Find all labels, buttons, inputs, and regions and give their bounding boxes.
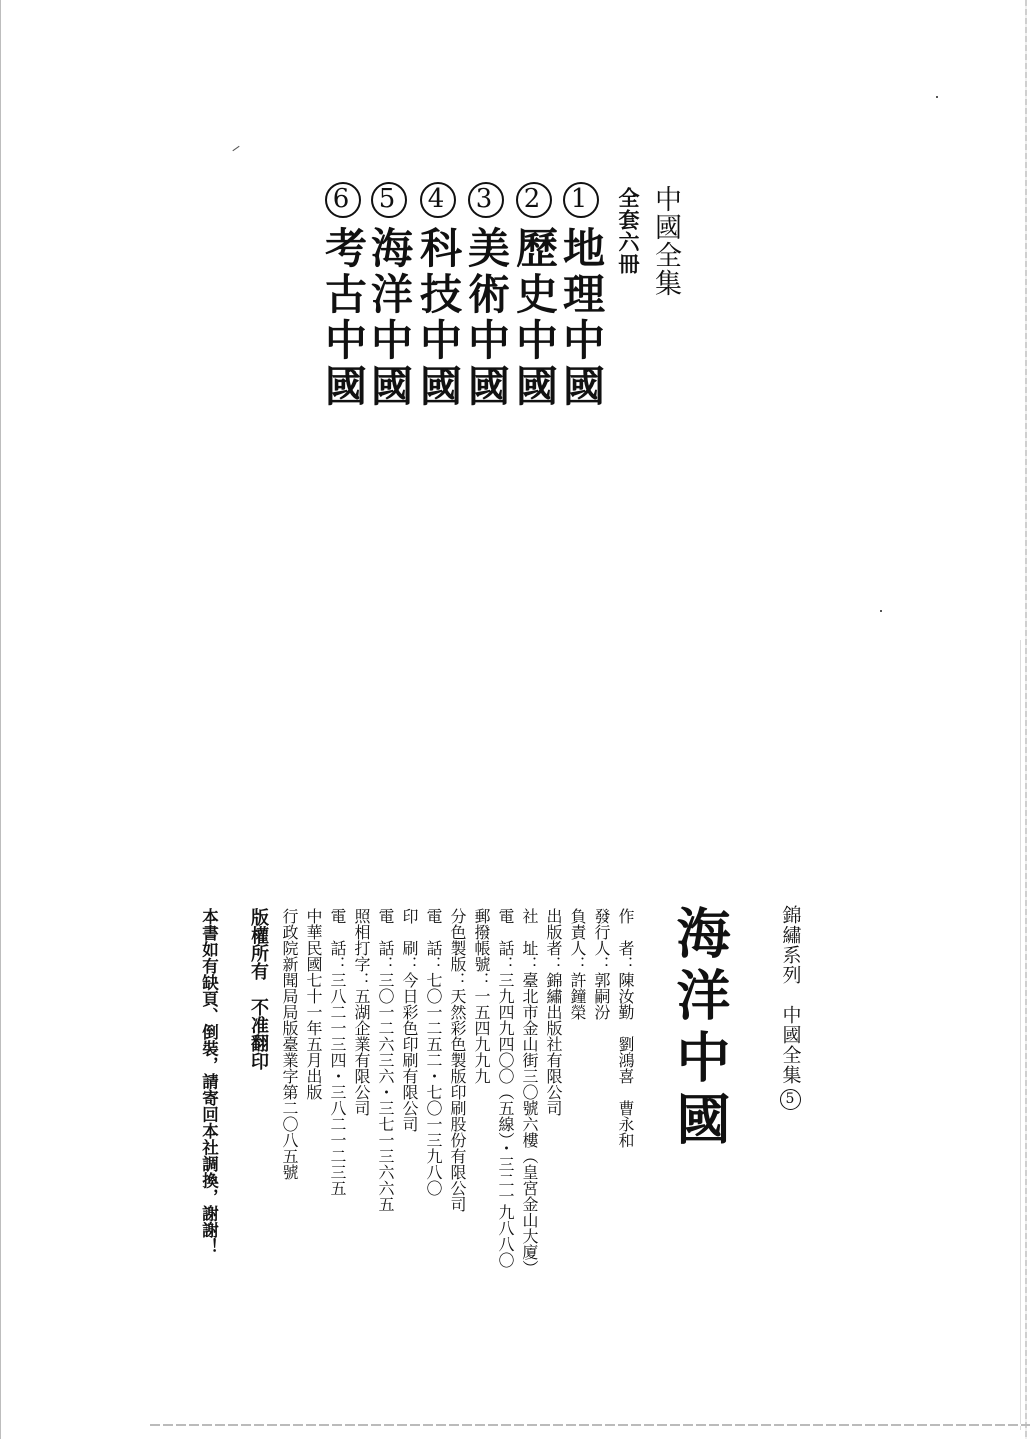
credit-publisher: 出版者：錦繡出版社有限公司 <box>544 908 563 1116</box>
book-title-text: 考古中國 <box>319 226 368 410</box>
scan-speck <box>232 146 239 151</box>
book-title-6 <box>319 182 368 410</box>
publisher-address: 社 址：臺北市金山街三〇號六樓（皇宮金山大廈） <box>520 908 539 1276</box>
book-title-text: 歷史中國 <box>510 226 559 410</box>
volume-number-5: 5 <box>371 182 407 218</box>
publication-date: 中華民國七十一年五月出版 <box>304 908 323 1100</box>
series-title: 中國全集 <box>650 185 681 297</box>
color-separation-company: 分色製版：天然彩色製版印刷股份有限公司 <box>448 908 467 1212</box>
volume-number-1: 1 <box>563 182 599 218</box>
volume-number-6: 6 <box>325 182 361 218</box>
typesetting-phone: 電 話：三八二一三四・三八二一二三五 <box>328 908 347 1196</box>
printer-phone: 電 話：三〇一二六三六・三七一三六六五 <box>376 908 395 1212</box>
imprint-book-title: 海洋中國 <box>668 905 731 1153</box>
book-title-text: 地理中國 <box>557 226 606 410</box>
book-title-text: 海洋中國 <box>365 226 414 410</box>
page-left-edge <box>0 0 1 1439</box>
book-title-2 <box>510 182 559 410</box>
postal-account: 郵撥帳號：一五四九九九 <box>472 908 491 1084</box>
color-separation-phone: 電 話：七〇一二五二・七〇一三九八〇 <box>424 908 443 1196</box>
book-title-4 <box>414 182 463 410</box>
credit-authors: 作 者：陳汝勤 劉鴻喜 曹永和 <box>616 908 635 1148</box>
book-title-text: 美術中國 <box>462 226 511 410</box>
credit-responsible-person: 負責人：許鐘榮 <box>568 908 587 1020</box>
volume-number-3: 3 <box>468 182 504 218</box>
scan-speck <box>936 96 938 98</box>
page-right-edge <box>1025 0 1027 1439</box>
bottom-scan-rule <box>150 1424 1030 1426</box>
imprint-series-text: 錦繡系列 中國全集 <box>779 905 802 1085</box>
volume-number-2: 2 <box>516 182 552 218</box>
typesetting-company: 照相打字：五湖企業有限公司 <box>352 908 371 1116</box>
book-title-5 <box>365 182 414 410</box>
publisher-phone: 電 話：三九四九四〇〇（五線）・三二一九八八〇 <box>496 908 515 1268</box>
defect-exchange-notice: 本書如有缺頁、倒裝，請寄回本社調換，謝謝！ <box>199 908 219 1255</box>
scan-speck <box>880 610 882 612</box>
imprint-volume-number: 5 <box>780 1089 801 1110</box>
copyright-notice: 版權所有 不准翻印 <box>248 908 269 1070</box>
imprint-series-line <box>780 905 801 1110</box>
registration-number: 行政院新聞局局版臺業字第二〇八五號 <box>280 908 299 1180</box>
volume-number-4: 4 <box>420 182 456 218</box>
set-count: 全套六冊 <box>616 187 640 275</box>
book-title-text: 科技中國 <box>414 226 463 410</box>
credit-publisher-person: 發行人：郭嗣汾 <box>592 908 611 1020</box>
book-title-1 <box>557 182 606 410</box>
printer-company: 印 刷：今日彩色印刷有限公司 <box>400 908 419 1132</box>
page-right-edge-shadow <box>1020 640 1021 1430</box>
book-title-3 <box>462 182 511 410</box>
